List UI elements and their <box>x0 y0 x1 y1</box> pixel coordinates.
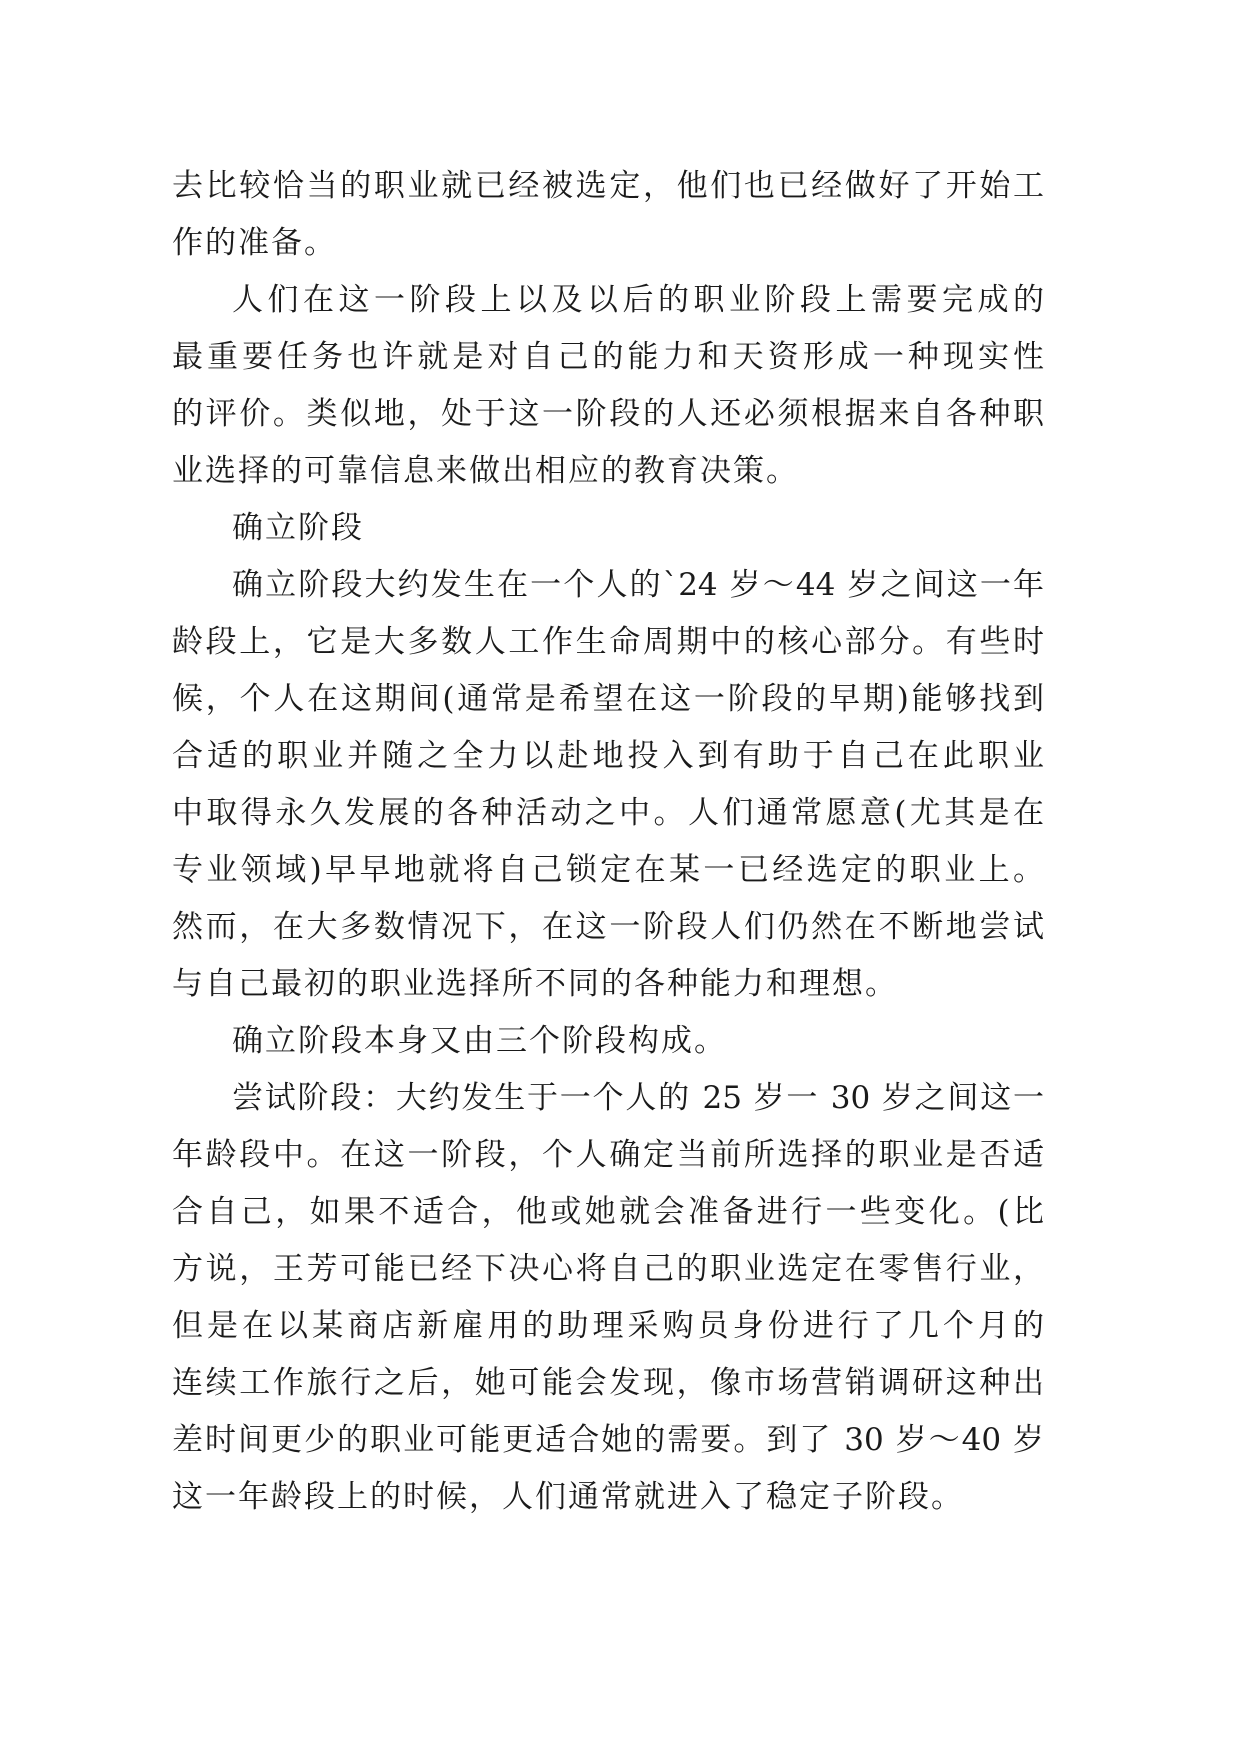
section-heading <box>172 500 1044 557</box>
text-line: 这一年龄段上的时候，人们通常就进入了稳定子阶段。 <box>172 1479 964 1515</box>
text-line: 专业领域)早早地就将自己锁定在某一已经选定的职业上。 <box>172 852 1044 888</box>
body-text <box>172 158 1044 1526</box>
paragraph <box>172 557 1044 1013</box>
text-line: 尝试阶段：大约发生于一个人的 25 岁一 30 岁之间这一 <box>232 1080 1044 1116</box>
text-line: 确立阶段大约发生在一个人的`24 岁～44 岁之间这一年 <box>232 567 1044 603</box>
paragraph <box>172 1013 1044 1070</box>
text-line: 合自己，如果不适合，他或她就会准备进行一些变化。(比 <box>172 1194 1044 1230</box>
text-line: 人们在这一阶段上以及以后的职业阶段上需要完成的 <box>232 282 1044 318</box>
text-line: 候，个人在这期间(通常是希望在这一阶段的早期)能够找到 <box>172 681 1044 717</box>
text-line: 的评价。类似地，处于这一阶段的人还必须根据来自各种职 <box>172 396 1044 432</box>
text-line: 去比较恰当的职业就已经被选定，他们也已经做好了开始工 <box>172 168 1044 204</box>
text-line: 与自己最初的职业选择所不同的各种能力和理想。 <box>172 966 898 1002</box>
paragraph <box>172 158 1044 272</box>
text-line: 合适的职业并随之全力以赴地投入到有助于自己在此职业 <box>172 738 1044 774</box>
text-line: 作的准备。 <box>172 225 337 261</box>
text-line: 差时间更少的职业可能更适合她的需要。到了 30 岁～40 岁 <box>172 1422 1044 1458</box>
text-line: 连续工作旅行之后，她可能会发现，像市场营销调研这种出 <box>172 1365 1044 1401</box>
text-line: 方说，王芳可能已经下决心将自己的职业选定在零售行业， <box>172 1251 1044 1287</box>
text-line: 确立阶段本身又由三个阶段构成。 <box>232 1023 727 1059</box>
paragraph <box>172 272 1044 500</box>
text-line: 龄段上，它是大多数人工作生命周期中的核心部分。有些时 <box>172 624 1044 660</box>
text-line: 然而，在大多数情况下，在这一阶段人们仍然在不断地尝试 <box>172 909 1044 945</box>
text-line: 业选择的可靠信息来做出相应的教育决策。 <box>172 453 799 489</box>
text-line: 确立阶段 <box>232 510 364 546</box>
text-line: 年龄段中。在这一阶段，个人确定当前所选择的职业是否适 <box>172 1137 1044 1173</box>
text-line: 中取得永久发展的各种活动之中。人们通常愿意(尤其是在 <box>172 795 1044 831</box>
text-line: 最重要任务也许就是对自己的能力和天资形成一种现实性 <box>172 339 1044 375</box>
paragraph <box>172 1070 1044 1526</box>
text-line: 但是在以某商店新雇用的助理采购员身份进行了几个月的 <box>172 1308 1044 1344</box>
